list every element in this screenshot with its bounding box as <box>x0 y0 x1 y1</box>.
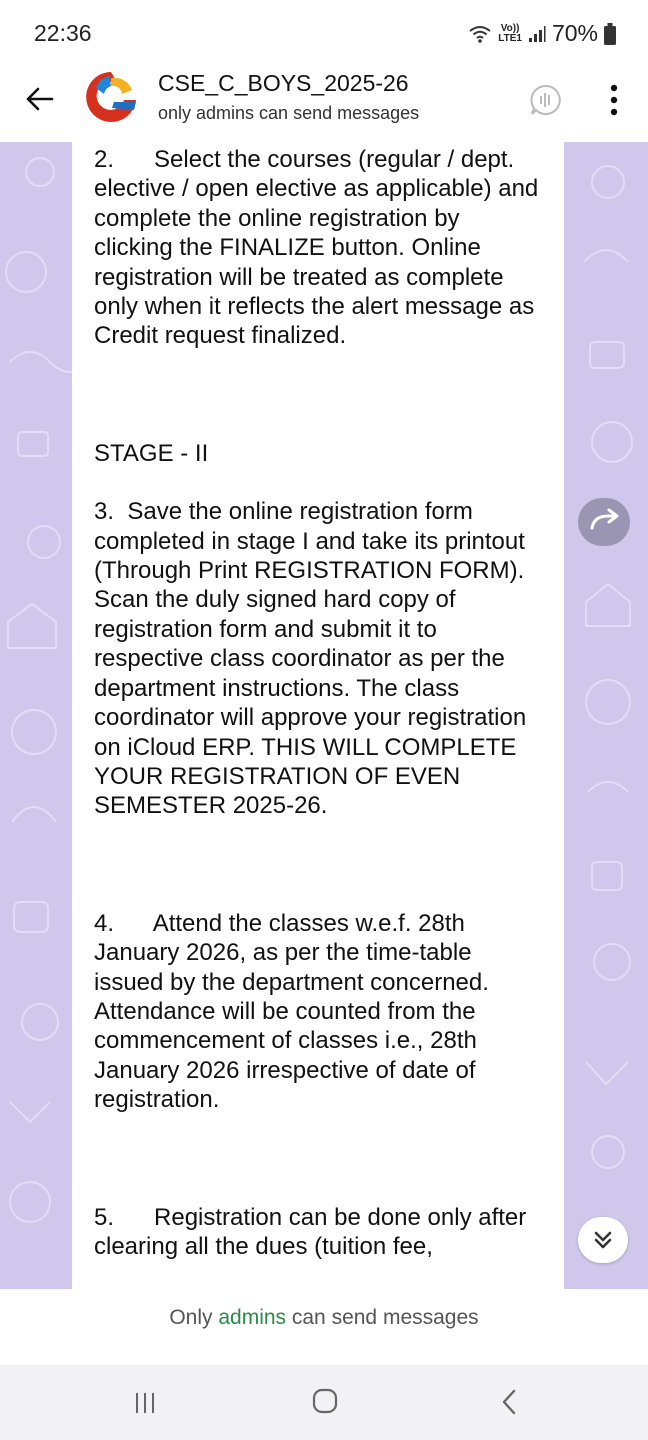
status-bar <box>0 0 648 66</box>
volte-label: Vo)) <box>500 22 520 34</box>
section-heading: STAGE - II <box>94 439 209 467</box>
message-bubble[interactable] <box>72 142 564 1289</box>
double-chevron-down-icon <box>578 1217 628 1263</box>
forward-icon <box>578 498 630 546</box>
home-icon[interactable] <box>311 1387 339 1415</box>
signal-icon <box>528 25 546 43</box>
status-time: 22:36 <box>34 20 92 46</box>
item-spacer <box>114 1204 154 1231</box>
forward-button[interactable] <box>578 498 630 546</box>
admins-only-notice <box>0 1289 648 1365</box>
item-text: Save the online registration form completed in stage I and take its printout (Through Print REGISTRATION FORM). Scan the duly signed hard copy of registration form and submit it to respective class coordinator as per the department instructions. The class coordinator will approve your registration on iCloud ERP. THIS WILL COMPLETE YOUR REGISTRATION OF EVEN SEMESTER 2025-26. <box>94 498 527 820</box>
recents-icon[interactable] <box>130 1389 160 1417</box>
chat-title-block[interactable] <box>158 70 419 124</box>
chat-area[interactable] <box>0 142 648 1289</box>
battery-percent: 70% <box>551 20 598 46</box>
admins-link[interactable]: admins <box>218 1306 287 1329</box>
item-text: Attend the classes w.e.f. 28th January 2026, as per the time-table issued by the department concerned. Attendance will be counted from the commencement of classes i.e., 28th January 2026 irrespective of date of registration. <box>94 909 489 1114</box>
item-spacer <box>114 910 153 937</box>
item-number: 3. <box>94 498 115 526</box>
group-avatar[interactable] <box>82 68 140 126</box>
spacer <box>94 1115 542 1203</box>
message-paragraph <box>94 1203 542 1262</box>
spacer <box>94 351 542 439</box>
status-icons <box>468 20 616 47</box>
item-spacer <box>114 146 154 173</box>
back-arrow-icon[interactable] <box>22 82 56 116</box>
battery-icon <box>604 23 616 45</box>
item-text: Registration can be done only after clearing all the dues (tuition fee, <box>94 1203 527 1260</box>
item-number: 4. <box>94 909 115 937</box>
lte-label: LTE1 <box>498 32 522 44</box>
message-paragraph <box>94 909 542 1115</box>
wifi-icon <box>468 24 492 44</box>
back-icon[interactable] <box>496 1387 522 1417</box>
item-number: 5. <box>94 1203 115 1231</box>
message-paragraph <box>94 497 542 820</box>
group-title: CSE_C_BOYS_2025-26 <box>158 70 409 96</box>
system-nav-bar <box>0 1365 648 1440</box>
scroll-down-button[interactable] <box>578 1217 628 1263</box>
lte-indicator <box>498 24 522 44</box>
spacer <box>94 821 542 909</box>
notice-suffix: can send messages <box>286 1306 479 1329</box>
more-options-icon[interactable] <box>600 80 628 120</box>
notice-prefix: Only <box>169 1306 219 1329</box>
item-text: Select the courses (regular / dept. elective / open elective as applicable) and complete the online registration by clicking the FINALIZE button. Online registration will be treated as complete only when it reflects the alert message as Credit request finalized. <box>94 146 539 350</box>
spacer <box>94 468 542 497</box>
chat-header <box>0 66 648 142</box>
message-paragraph <box>94 145 542 351</box>
item-number: 2. <box>94 146 115 173</box>
item-spacer <box>114 498 127 525</box>
voice-chat-icon[interactable] <box>528 82 564 118</box>
group-subtitle: only admins can send messages <box>158 103 420 123</box>
